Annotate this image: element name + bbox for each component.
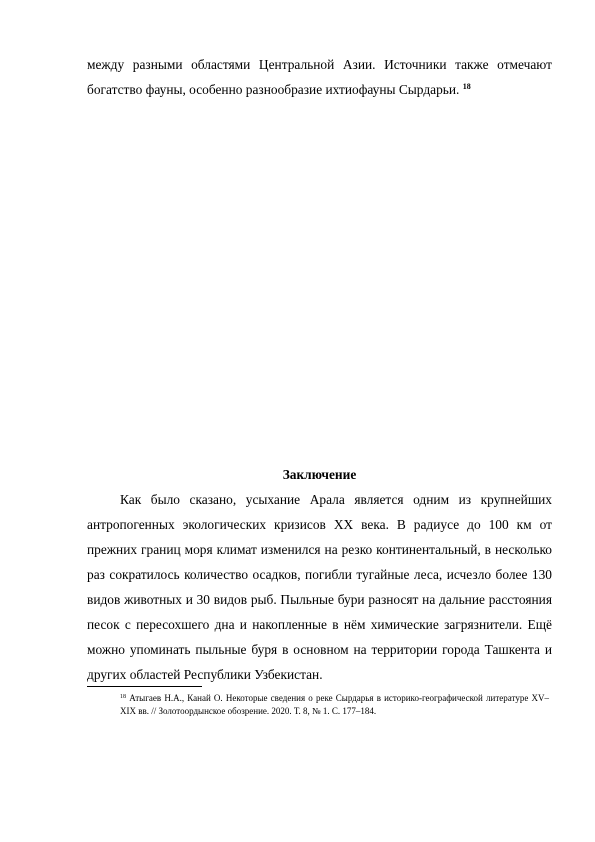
intro-text: между разными областями Центральной Азии. Источники также отмечают богатство фауны, особенно разнообразие ихтиофауны Сырдарьи.: [87, 57, 552, 97]
footnote-divider: [87, 686, 202, 687]
footnote-number: 18: [120, 694, 126, 700]
conclusion-paragraph: Как было сказано, усыхание Арала является одним из крупнейших антропогенных экологических кризисов XX века. В радиусе до 100 км от прежних границ моря климат изменился на резко континентальный, в несколько раз сократилось количество осадков, погибли тугайные леса, исчезло более 130 видов животных и 30 видов рыб. Пыльные бури разносят на дальние расстояния песок с пересохшего дна и накопленные в нём химические загрязнители. Ещё можно упоминать пыльные буря в основном на территории города Ташкента и других областей Республики Узбекистан.: [87, 492, 552, 682]
intro-paragraph: [87, 52, 552, 102]
footnote-text: Атыгаев Н.А., Канай О. Некоторые сведения о реке Сырдарья в историко-географической литературе XV–XIX вв. // Золотоордынское обозрение. 2020. Т. 8, № 1. С. 177–184.: [120, 693, 550, 716]
footnote-reference[interactable]: 18: [462, 82, 471, 91]
footnote: [120, 692, 549, 718]
section-heading: Заключение: [282, 467, 357, 482]
